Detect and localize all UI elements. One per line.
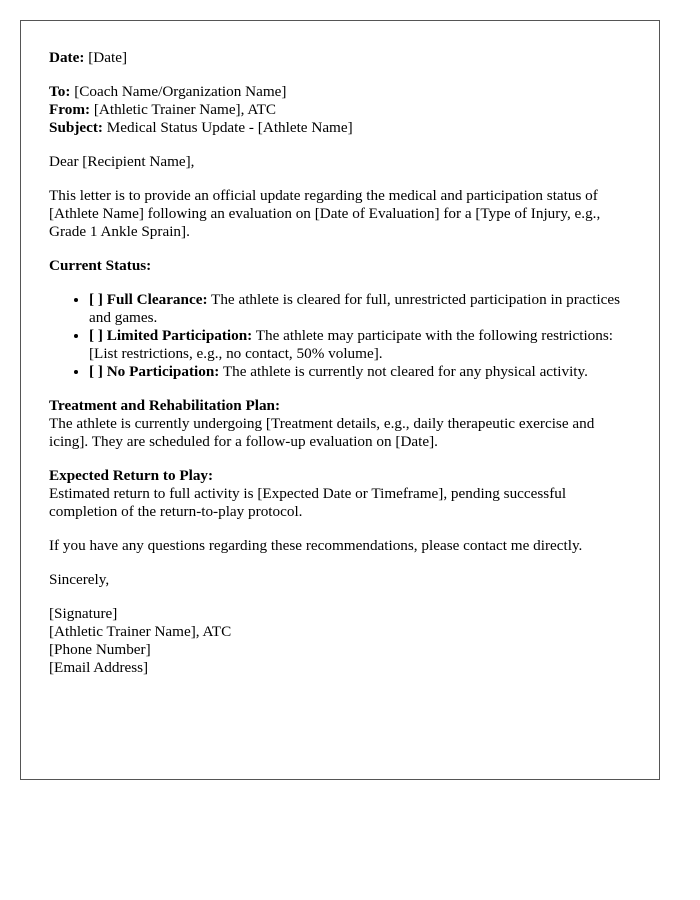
status-item-text: The athlete is currently not cleared for any physical activity. bbox=[219, 363, 588, 380]
subject-line bbox=[49, 119, 631, 137]
current-status-heading-text: Current Status: bbox=[49, 257, 152, 274]
signer-name: [Athletic Trainer Name], ATC bbox=[49, 623, 232, 640]
closing-note: If you have any questions regarding these recommendations, please contact me directly. bbox=[49, 537, 583, 554]
date-label: Date: bbox=[49, 49, 85, 66]
letter-header-block bbox=[49, 83, 631, 137]
salutation: Dear [Recipient Name], bbox=[49, 153, 195, 170]
treatment-section bbox=[49, 397, 631, 451]
letter-page bbox=[20, 20, 660, 780]
subject-label: Subject: bbox=[49, 119, 103, 136]
return-to-play-text: Estimated return to full activity is [Expected Date or Timeframe], pending successful completion of the return-to-play protocol. bbox=[49, 485, 567, 520]
to-label: To: bbox=[49, 83, 71, 100]
signer-email: [Email Address] bbox=[49, 659, 149, 676]
to-value: [Coach Name/Organization Name] bbox=[70, 83, 287, 100]
intro-paragraph: This letter is to provide an official update regarding the medical and participation status of [Athlete Name] following an evaluation on [Date of Evaluation] for a [Type of Injury, e.g., Grade 1 Ankle Sprain]. bbox=[49, 187, 601, 240]
signature-line: [Signature] bbox=[49, 605, 118, 622]
to-line bbox=[49, 83, 631, 101]
treatment-heading: Treatment and Rehabilitation Plan: bbox=[49, 397, 281, 414]
status-item-text: The athlete is cleared for full, unrestricted participation in practices and games. bbox=[89, 291, 621, 326]
signer-phone: [Phone Number] bbox=[49, 641, 151, 658]
date-value: [Date] bbox=[84, 49, 128, 66]
status-item-full-clearance bbox=[89, 291, 631, 327]
subject-value: Medical Status Update - [Athlete Name] bbox=[103, 119, 353, 136]
current-status-heading bbox=[49, 257, 631, 275]
from-value: [Athletic Trainer Name], ATC bbox=[90, 101, 277, 118]
return-to-play-section bbox=[49, 467, 631, 521]
status-item-text: The athlete may participate with the following restrictions: [List restrictions, e.g., no contact, 50% volume]. bbox=[89, 327, 613, 362]
status-item-label: [ ] No Participation: bbox=[89, 363, 220, 380]
signature-block bbox=[49, 605, 631, 677]
return-to-play-heading: Expected Return to Play: bbox=[49, 467, 214, 484]
from-line bbox=[49, 101, 631, 119]
date-line bbox=[49, 49, 631, 67]
from-label: From: bbox=[49, 101, 91, 118]
treatment-text: The athlete is currently undergoing [Treatment details, e.g., daily therapeutic exercise and icing]. They are scheduled for a follow-up evaluation on [Date]. bbox=[49, 415, 595, 450]
status-item-no-participation bbox=[89, 363, 631, 381]
status-item-label: [ ] Full Clearance: bbox=[89, 291, 208, 308]
sign-off: Sincerely, bbox=[49, 571, 110, 588]
status-checklist bbox=[49, 291, 631, 381]
status-item-label: [ ] Limited Participation: bbox=[89, 327, 253, 344]
status-item-limited-participation bbox=[89, 327, 631, 363]
